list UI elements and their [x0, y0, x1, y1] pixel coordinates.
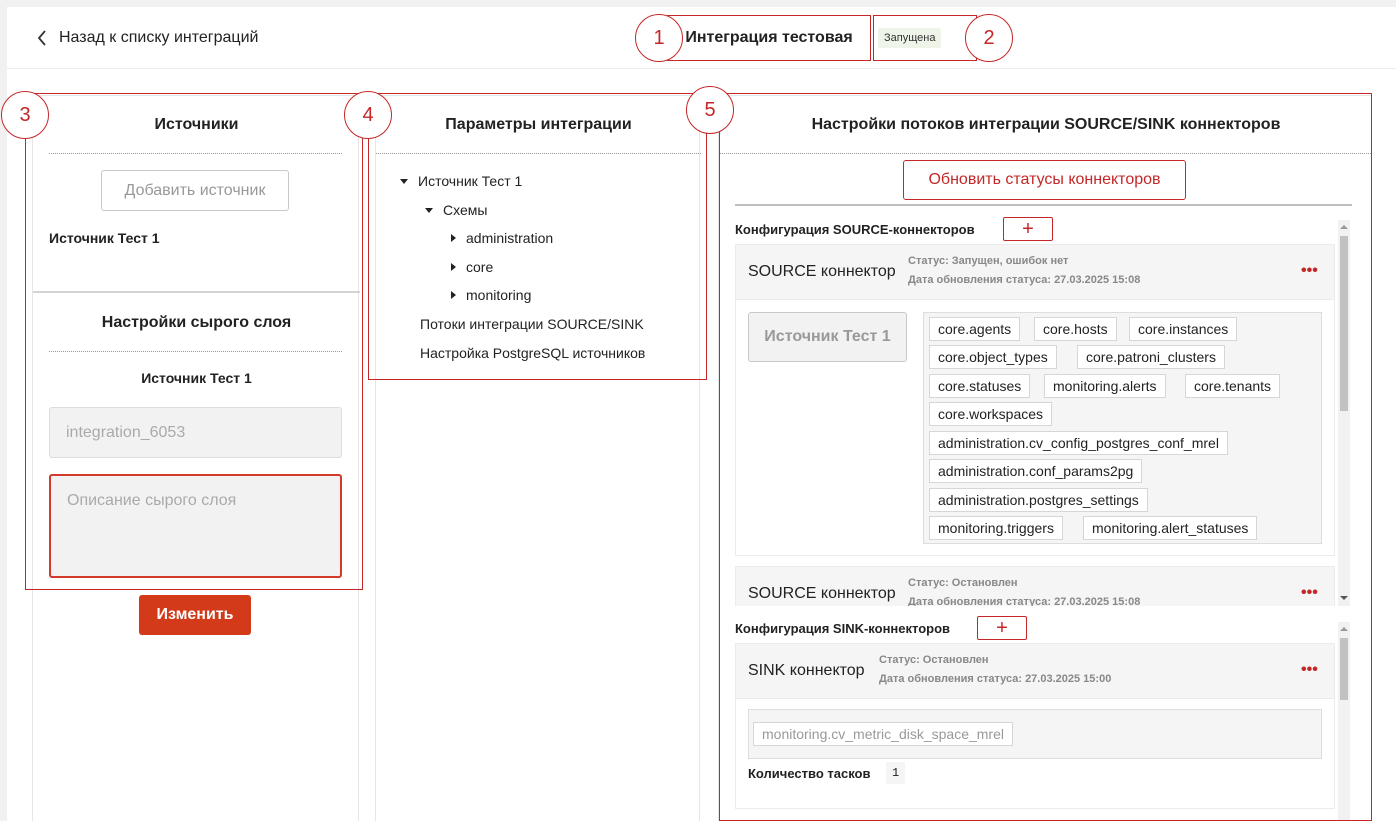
tree-pg-settings[interactable]: Настройка PostgreSQL источников [420, 345, 646, 361]
table-tag[interactable]: monitoring.triggers [929, 516, 1063, 540]
add-sink-connector-button[interactable] [977, 616, 1027, 640]
caret-down-icon [425, 208, 433, 213]
source-scrollbar[interactable] [1338, 220, 1350, 606]
tasks-value: 1 [886, 762, 905, 784]
table-tag[interactable]: core.hosts [1034, 317, 1117, 341]
source-connector-card-2 [735, 566, 1335, 606]
plus-icon: + [996, 616, 1008, 639]
annotation-number-2: 2 [965, 14, 1013, 62]
caret-down-icon [400, 179, 408, 184]
table-tag[interactable]: core.instances [1129, 317, 1237, 341]
source-config-label: Конфигурация SOURCE-коннекторов [735, 222, 975, 237]
flows-column [718, 95, 1372, 821]
add-source-button[interactable]: Добавить источник [101, 170, 289, 211]
sink-connectors-list [735, 643, 1335, 821]
sink-connector-card-1 [735, 643, 1335, 699]
back-link[interactable] [37, 27, 258, 49]
scroll-down-icon[interactable] [1340, 596, 1348, 600]
scroll-thumb[interactable] [1340, 236, 1348, 411]
status-badge-box [873, 15, 977, 61]
connector-status: Статус: Остановлен [908, 577, 1018, 589]
sink-config-label: Конфигурация SINK-коннекторов [735, 621, 951, 636]
caret-right-icon [451, 263, 456, 271]
caret-right-icon [451, 234, 456, 242]
annotation-number-4: 4 [344, 91, 392, 139]
table-tag[interactable]: administration.postgres_settings [929, 488, 1148, 512]
tree-schemas[interactable]: Схемы [425, 202, 487, 218]
table-tag[interactable]: core.statuses [929, 374, 1030, 398]
table-tag[interactable]: core.object_types [929, 345, 1057, 369]
source-button[interactable]: Источник Тест 1 [748, 312, 907, 362]
table-tag[interactable]: core.agents [929, 317, 1020, 341]
sink-tables-container [748, 709, 1322, 759]
table-tag[interactable]: administration.conf_params2pg [929, 459, 1142, 483]
add-source-connector-button[interactable] [1003, 217, 1053, 241]
raw-layer-source-label: Источник Тест 1 [141, 370, 252, 386]
table-tag[interactable]: core.tenants [1185, 374, 1280, 398]
annotation-number-1: 1 [635, 14, 683, 62]
status-badge: Запущена [878, 28, 941, 48]
change-button[interactable]: Изменить [139, 595, 251, 635]
source-connectors-list [735, 244, 1335, 606]
tasks-label: Количество тасков [748, 766, 871, 781]
scroll-thumb[interactable] [1340, 638, 1348, 700]
section-divider [33, 291, 360, 293]
sources-title: Источники [154, 116, 239, 133]
table-tag[interactable]: core.patroni_clusters [1077, 345, 1225, 369]
page-title: Интеграция тестовая [667, 15, 871, 61]
divider [49, 351, 342, 352]
connector-status: Статус: Запущен, ошибок нет [908, 255, 1069, 267]
source-connector-body-1 [735, 300, 1335, 556]
params-title: Параметры интеграции [445, 116, 632, 133]
tree-schema-administration[interactable]: administration [451, 230, 553, 246]
table-tag[interactable]: monitoring.alerts [1044, 374, 1166, 398]
chevron-left-icon [37, 30, 47, 46]
page [7, 7, 1396, 821]
divider [719, 153, 1372, 154]
header [7, 7, 1396, 69]
more-icon[interactable]: ••• [1301, 661, 1318, 678]
plus-icon: + [1022, 217, 1034, 240]
divider [49, 153, 342, 154]
scroll-up-icon[interactable] [1340, 627, 1348, 631]
source-item[interactable]: Источник Тест 1 [49, 230, 160, 246]
raw-layer-description-textarea[interactable]: Описание сырого слоя [49, 474, 342, 578]
source-connector-card-1 [735, 244, 1335, 300]
refresh-statuses-button[interactable]: Обновить статусы коннекторов [903, 160, 1186, 200]
sources-column [32, 95, 359, 821]
sink-connector-body-1 [735, 699, 1335, 809]
connector-updated: Дата обновления статуса: 27.03.2025 15:08 [908, 596, 1141, 606]
more-icon[interactable]: ••• [1301, 262, 1318, 279]
caret-right-icon [451, 291, 456, 299]
tree-schema-monitoring[interactable]: monitoring [451, 287, 531, 303]
scroll-up-icon[interactable] [1340, 225, 1348, 229]
flows-title: Настройки потоков интеграции SOURCE/SINK коннекторов [811, 116, 1281, 133]
back-label: Назад к списку интеграций [59, 29, 259, 46]
raw-layer-title: Настройки сырого слоя [101, 314, 292, 331]
connector-title: SOURCE коннектор [748, 263, 896, 280]
table-tag[interactable]: monitoring.cv_metric_disk_space_mrel [753, 722, 1013, 746]
raw-layer-name-input[interactable]: integration_6053 [49, 407, 342, 458]
tree-schema-core[interactable]: core [451, 259, 493, 275]
connector-title: SINK коннектор [748, 662, 865, 679]
params-column [375, 95, 700, 821]
connector-updated: Дата обновления статуса: 27.03.2025 15:08 [908, 274, 1141, 286]
table-tag[interactable]: administration.cv_config_postgres_conf_mrel [929, 431, 1228, 455]
connector-status: Статус: Остановлен [879, 654, 989, 666]
section-divider [735, 204, 1352, 206]
table-tag[interactable]: core.workspaces [929, 402, 1052, 426]
connector-title: SOURCE коннектор [748, 585, 896, 602]
more-icon[interactable]: ••• [1301, 584, 1318, 601]
sink-scrollbar[interactable] [1338, 622, 1350, 821]
tables-container [923, 312, 1322, 544]
divider [376, 153, 701, 154]
connector-updated: Дата обновления статуса: 27.03.2025 15:00 [879, 673, 1112, 685]
annotation-number-5: 5 [686, 86, 734, 134]
annotation-number-3: 3 [1, 91, 49, 139]
table-tag[interactable]: monitoring.alert_statuses [1083, 516, 1257, 540]
tree-root[interactable]: Источник Тест 1 [400, 173, 522, 189]
tree-flows[interactable]: Потоки интеграции SOURCE/SINK [420, 316, 644, 332]
